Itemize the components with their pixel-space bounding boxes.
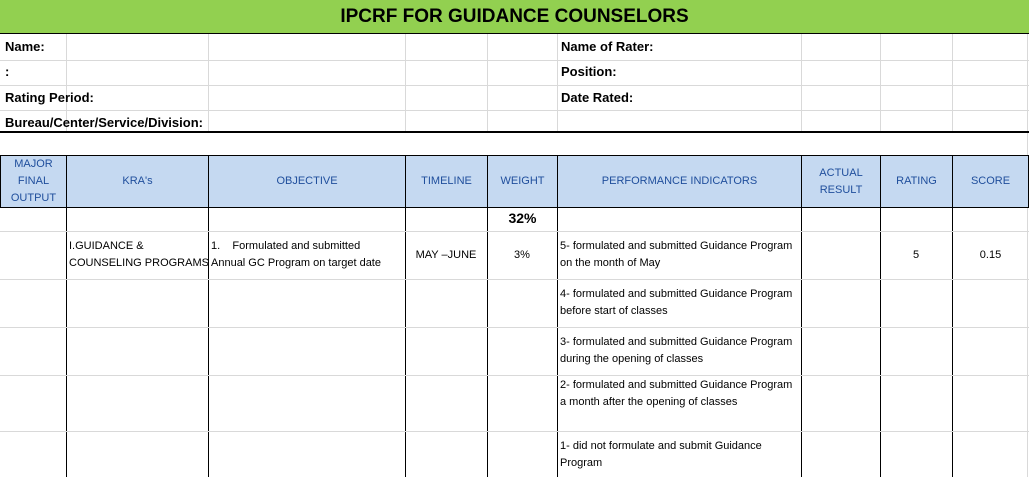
grid-line — [952, 34, 953, 131]
objective-number: 1. — [211, 240, 221, 252]
grid-line — [0, 85, 1029, 86]
grid-line — [880, 34, 881, 131]
grid-line — [1027, 34, 1028, 155]
header-timeline: TIMELINE — [405, 155, 488, 208]
grid-line — [208, 34, 209, 131]
score-cell: 0.15 — [979, 249, 1002, 261]
row-line — [0, 375, 1029, 376]
colon-label: : — [5, 64, 10, 79]
form-title: IPCRF FOR GUIDANCE COUNSELORS — [0, 0, 1029, 34]
indicator-1: 1- did not formulate and submit Guidance Program — [560, 440, 762, 469]
weight-cell: 3% — [514, 249, 530, 261]
indicator-5: 5- formulated and submitted Guidance Program on the month of May — [560, 240, 793, 269]
column-line — [66, 208, 67, 477]
header-kra: KRA's — [66, 155, 209, 208]
row-line — [0, 279, 1029, 280]
objective-text-line2: Annual GC Program on target date — [211, 257, 381, 269]
row-line — [0, 231, 1029, 232]
header-actual — [801, 155, 881, 208]
indicator-2: 2- formulated and submitted Guidance Program a month after the opening of classes — [560, 379, 793, 408]
bureau-label: Bureau/Center/Service/Division: — [5, 115, 203, 130]
grid-line — [557, 34, 558, 131]
header-score: SCORE — [952, 155, 1029, 208]
objective-text: Formulated and submitted — [232, 240, 361, 252]
header-rating: RATING — [880, 155, 953, 208]
grid-line — [0, 60, 1029, 61]
rating-cell: 5 — [912, 249, 920, 261]
header-actual-text: ACTUAL RESULT — [819, 166, 863, 196]
row-line — [0, 327, 1029, 328]
date-rated-label: Date Rated: — [561, 90, 634, 105]
header-mfo-text: MAJOR FINAL OUTPUT — [10, 158, 57, 204]
timeline-cell: MAY –JUNE — [415, 249, 477, 261]
position-label: Position: — [561, 64, 617, 79]
grid-line — [405, 34, 406, 131]
column-line — [801, 208, 802, 477]
rater-label: Name of Rater: — [561, 39, 654, 54]
indicator-3: 3- formulated and submitted Guidance Program during the opening of classes — [560, 336, 793, 365]
header-mfo — [0, 155, 67, 208]
row-line — [0, 431, 1029, 432]
rating-period-label: Rating Period: — [5, 90, 94, 105]
section-divider — [0, 131, 1029, 133]
kra-cell: I.GUIDANCE & COUNSELING PROGRAMS — [69, 240, 209, 269]
weight-total: 32% — [508, 210, 537, 226]
grid-line — [0, 110, 1029, 111]
header-weight: WEIGHT — [487, 155, 558, 208]
header-objective: OBJECTIVE — [208, 155, 406, 208]
grid-line — [801, 34, 802, 131]
column-line — [557, 208, 558, 477]
name-label: Name: — [5, 39, 45, 54]
objective-cell — [211, 238, 403, 272]
grid-line — [487, 34, 488, 131]
indicator-4: 4- formulated and submitted Guidance Program before start of classes — [560, 288, 793, 317]
header-indicators: PERFORMANCE INDICATORS — [557, 155, 802, 208]
